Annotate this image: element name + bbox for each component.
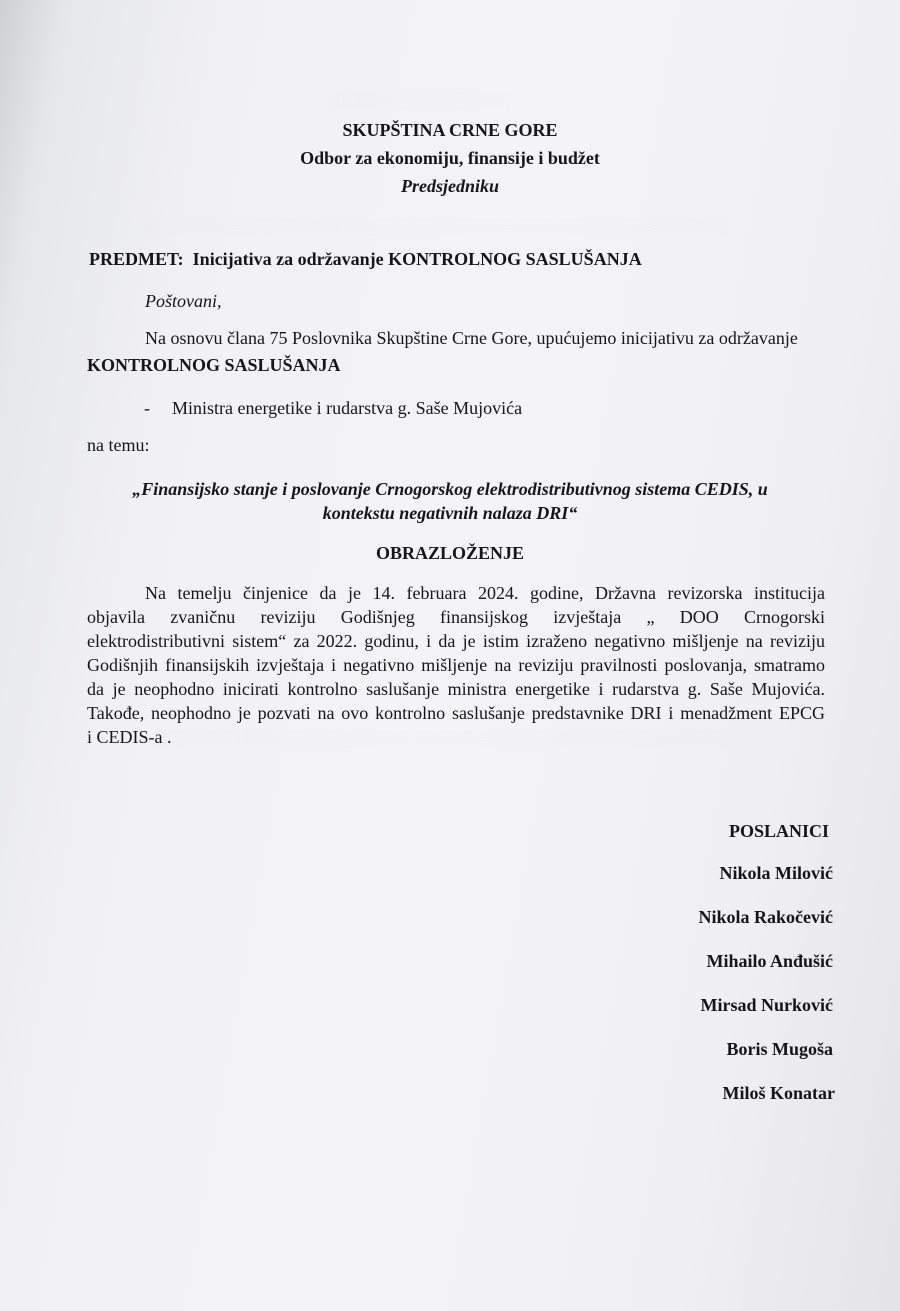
topic-label: na temu:	[87, 435, 150, 455]
signatory-name: Nikola Milović	[719, 863, 833, 883]
reasoning-line: objavila zvaničnu reviziju Godišnjeg finansijskog izvještaja „ DOO Crnogorski	[87, 607, 825, 627]
intro-line-1: Na osnovu člana 75 Poslovnika Skupštine Crne Gore, upućujemo inicijativu za održavanje	[145, 328, 798, 348]
intro-line-2: KONTROLNOG SASLUŠANJA	[87, 355, 341, 375]
signatory-name: Nikola Rakočević	[698, 907, 833, 927]
subject-label: PREDMET:	[89, 249, 184, 269]
recipient-line: Predsjedniku	[400, 176, 499, 196]
signatory-name: Mihailo Anđušić	[706, 951, 833, 971]
signatory-name: Miloš Konatar	[722, 1083, 835, 1103]
reasoning-line: Na temelju činjenice da je 14. februara 2024. godine, Državna revizorska institucija	[145, 583, 825, 603]
signatory-name: Boris Mugoša	[726, 1039, 833, 1059]
topic-line-1: „Finansijsko stanje i poslovanje Crnogorskog elektrodistributivnog sistema CEDIS, u	[132, 479, 768, 499]
committee-name: Odbor za ekonomiju, finansije i budžet	[300, 148, 600, 168]
show-through-decoration: ░░░░░░░░░░░░░░░░░░░░░░░░░░░░░░░░░░░░░░░░░░░░░░░░░░░	[150, 730, 729, 747]
signatures-title: POSLANICI	[728, 821, 829, 841]
subject-text: Inicijativa za održavanje KONTROLNOG SASLUŠANJA	[192, 249, 642, 269]
reasoning-heading: OBRAZLOŽENJE	[375, 543, 525, 563]
show-through-decoration: ░░░░░░░░░░░░░░░░	[330, 92, 512, 109]
reasoning-line: Godišnjih finansijskih izvještaja i negativno mišljenje na reviziju pravilnosti poslovanja, smatramo	[87, 655, 825, 675]
signatory-name: Mirsad Nurković	[700, 995, 833, 1015]
bullet-dash: -	[144, 398, 150, 418]
show-through-decoration: ░░░░░░░░░░░░░░░░░░░░░░░░░░░░░░░░░░░░░░░░░░░░░░░░░░░░	[140, 218, 730, 235]
bullet-item: Ministra energetike i rudarstva g. Saše Mujovića	[172, 398, 523, 418]
subject-line	[89, 247, 642, 271]
reasoning-line: Takođe, neophodno je pozvati na ovo kontrolno saslušanje predstavnike DRI i menadžment EPCG	[87, 703, 825, 723]
topic-line-2: kontekstu negativnih nalaza DRI“	[322, 503, 578, 523]
reasoning-line: elektrodistributivni sistem“ za 2022. godinu, i da je istim izraženo negativno mišljenje na reviziju	[87, 631, 825, 651]
greeting: Poštovani,	[145, 291, 222, 311]
reasoning-line: i CEDIS-a .	[87, 727, 172, 747]
assembly-title: SKUPŠTINA CRNE GORE	[342, 120, 558, 140]
reasoning-line: da je neophodno inicirati kontrolno saslušanje ministra energetike i rudarstva g. Saše Mujovića.	[87, 679, 825, 699]
